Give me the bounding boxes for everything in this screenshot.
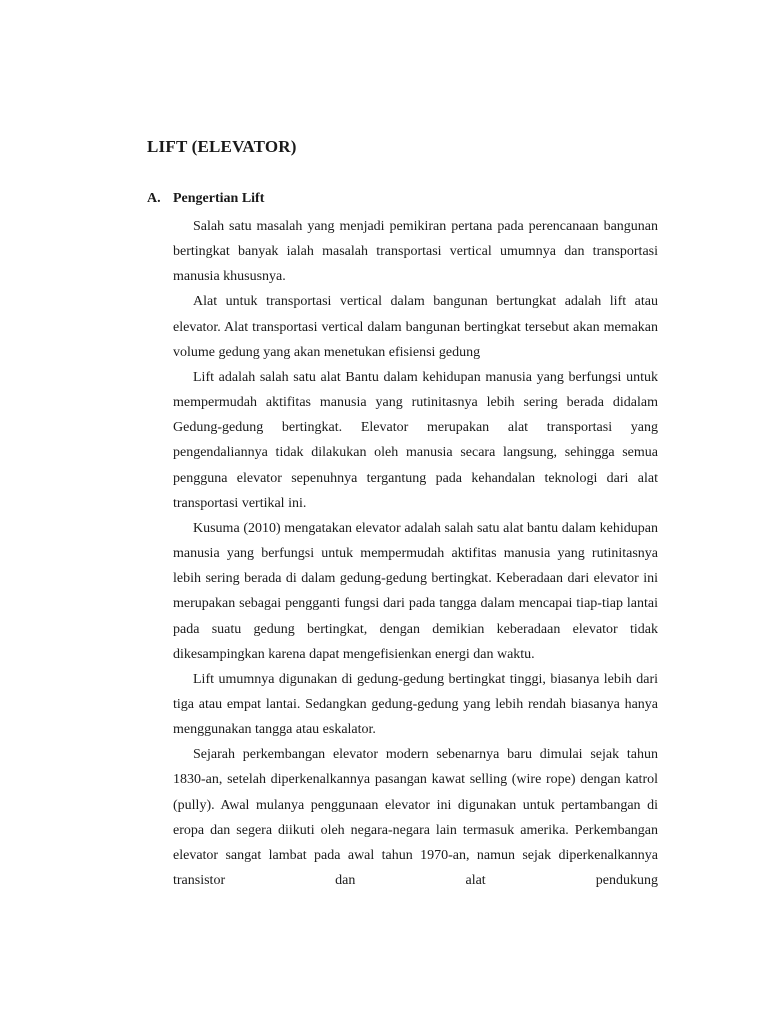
document-title: LIFT (ELEVATOR) <box>147 137 297 156</box>
paragraph: Kusuma (2010) mengatakan elevator adalah salah satu alat bantu dalam kehidupan manusia yang berfungsi untuk mempermudah aktifitas manusia yang rutinitasnya lebih sering berada di dalam gedung-gedung bertingkat. Keberadaan dari elevator ini merupakan sebagai pengganti fungsi dari pada tangga dalam mencapai tiap-tiap lantai pada suatu gedung bertingkat, dengan demikian keberadaan elevator tidak dikesampingkan karena dapat mengefisienkan energi dan waktu. <box>173 520 658 662</box>
paragraph: Sejarah perkembangan elevator modern sebenarnya baru dimulai sejak tahun 1830-an, setelah diperkenalkannya pasangan kawat selling (wire rope) dengan katrol (pully). Awal mulanya penggunaan elevator ini digunakan untuk pertambangan di eropa dan segera diikuti oleh negara-negara lain termasuk amerika. Perkembangan elevator sangat lambat pada awal tahun 1970-an, namun sejak diperkenalkannya transistor dan alat pendukung <box>173 747 658 889</box>
paragraph: Salah satu masalah yang menjadi pemikiran pertana pada perencanaan bangunan bertingkat banyak ialah masalah transportasi vertical umumnya dan transportasi manusia khususnya. <box>173 219 658 285</box>
section-marker: A. <box>147 191 161 206</box>
section-heading <box>147 191 264 207</box>
section-heading-text: Pengertian Lift <box>173 191 265 206</box>
paragraph: Alat untuk transportasi vertical dalam bangunan bertungkat adalah lift atau elevator. Alat transportasi vertical dalam bangunan bertingkat tersebut akan memakan volume gedung yang akan menetukan efisiensi gedung <box>173 294 658 360</box>
paragraph: Lift umumnya digunakan di gedung-gedung bertingkat tinggi, biasanya lebih dari tiga atau empat lantai. Sedangkan gedung-gedung yang lebih rendah biasanya hanya menggunakan tangga atau eskalator. <box>173 671 658 738</box>
section-body <box>173 214 658 893</box>
paragraph: Lift adalah salah satu alat Bantu dalam kehidupan manusia yang berfungsi untuk mempermudah aktifitas manusia yang rutinitasnya lebih sering berada didalam Gedung-gedung bertingkat. Elevator merupakan alat transportasi yang pengendaliannya tidak dilakukan oleh manusia secara langsung, sehingga semua pengguna elevator sepenuhnya tergantung pada kehandalan teknologi dari alat transportasi vertikal ini. <box>173 369 658 511</box>
